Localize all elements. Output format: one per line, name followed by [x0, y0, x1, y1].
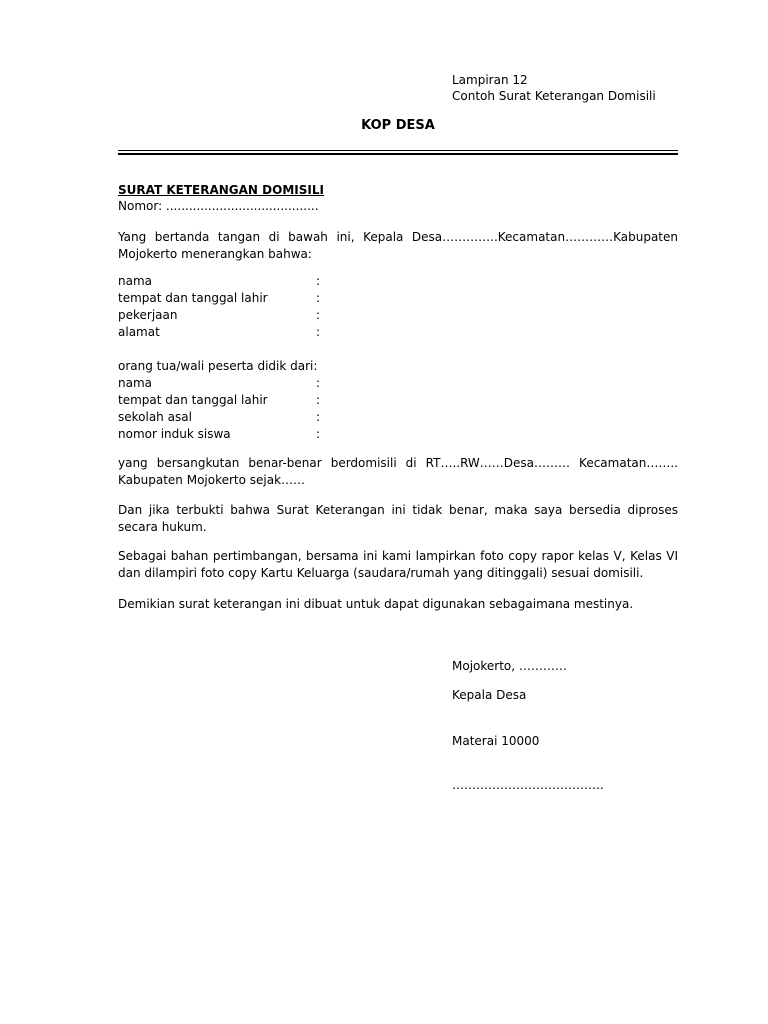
field-label-sekolah-asal: sekolah asal	[118, 410, 192, 424]
domisili-paragraph: yang bersangkutan benar-benar berdomisili di RT…..RW……Desa……… Kecamatan…….. Kabupaten Mojokerto sejak……	[118, 456, 678, 487]
field-colon: :	[316, 274, 321, 288]
letter-number: Nomor: ........................................	[118, 199, 319, 213]
signature-place-date: Mojokerto, …………	[452, 659, 567, 673]
pernyataan-paragraph: Dan jika terbukti bahwa Surat Keterangan ini tidak benar, maka saya bersedia diproses secara hukum.	[118, 503, 678, 534]
lampiran-label: Lampiran 12	[452, 73, 528, 87]
header-rule-bottom	[118, 153, 678, 155]
field-label-alamat: alamat	[118, 325, 160, 339]
field-colon: :	[316, 393, 321, 407]
field-label-ttl-siswa: tempat dan tanggal lahir	[118, 393, 268, 407]
field-colon: :	[316, 308, 321, 322]
field-label-nama-siswa: nama	[118, 376, 153, 390]
kop-desa-heading: KOP DESA	[361, 118, 435, 133]
signature-name-dots: ………………………………..	[452, 778, 604, 792]
field-colon: :	[316, 427, 321, 441]
field-label-pekerjaan: pekerjaan	[118, 308, 178, 322]
letter-title: SURAT KETERANGAN DOMISILI	[118, 183, 324, 197]
intro-paragraph: Yang bertanda tangan di bawah ini, Kepala Desa…………..Kecamatan…………Kabupaten Mojokerto menerangkan bahwa:	[118, 230, 678, 261]
penutup-paragraph: Demikian surat keterangan ini dibuat untuk dapat digunakan sebagaimana mestinya.	[118, 597, 634, 611]
lampiran-paragraph: Sebagai bahan pertimbangan, bersama ini kami lampirkan foto copy rapor kelas V, Kelas VI dan dilampiri foto copy Kartu Keluarga (saudara/rumah yang ditinggali) sesuai domisili.	[118, 549, 678, 580]
signature-materai: Materai 10000	[452, 734, 540, 748]
field-label-nama: nama	[118, 274, 153, 288]
contoh-label: Contoh Surat Keterangan Domisili	[452, 89, 656, 103]
header-rule-top	[118, 150, 678, 151]
field-label-ttl: tempat dan tanggal lahir	[118, 291, 268, 305]
field-colon: :	[316, 291, 321, 305]
field-colon: :	[316, 325, 321, 339]
field-label-nis: nomor induk siswa	[118, 427, 231, 441]
field-colon: :	[316, 410, 321, 424]
field-colon: :	[316, 376, 321, 390]
ortu-heading: orang tua/wali peserta didik dari:	[118, 359, 318, 373]
signature-title: Kepala Desa	[452, 688, 527, 702]
